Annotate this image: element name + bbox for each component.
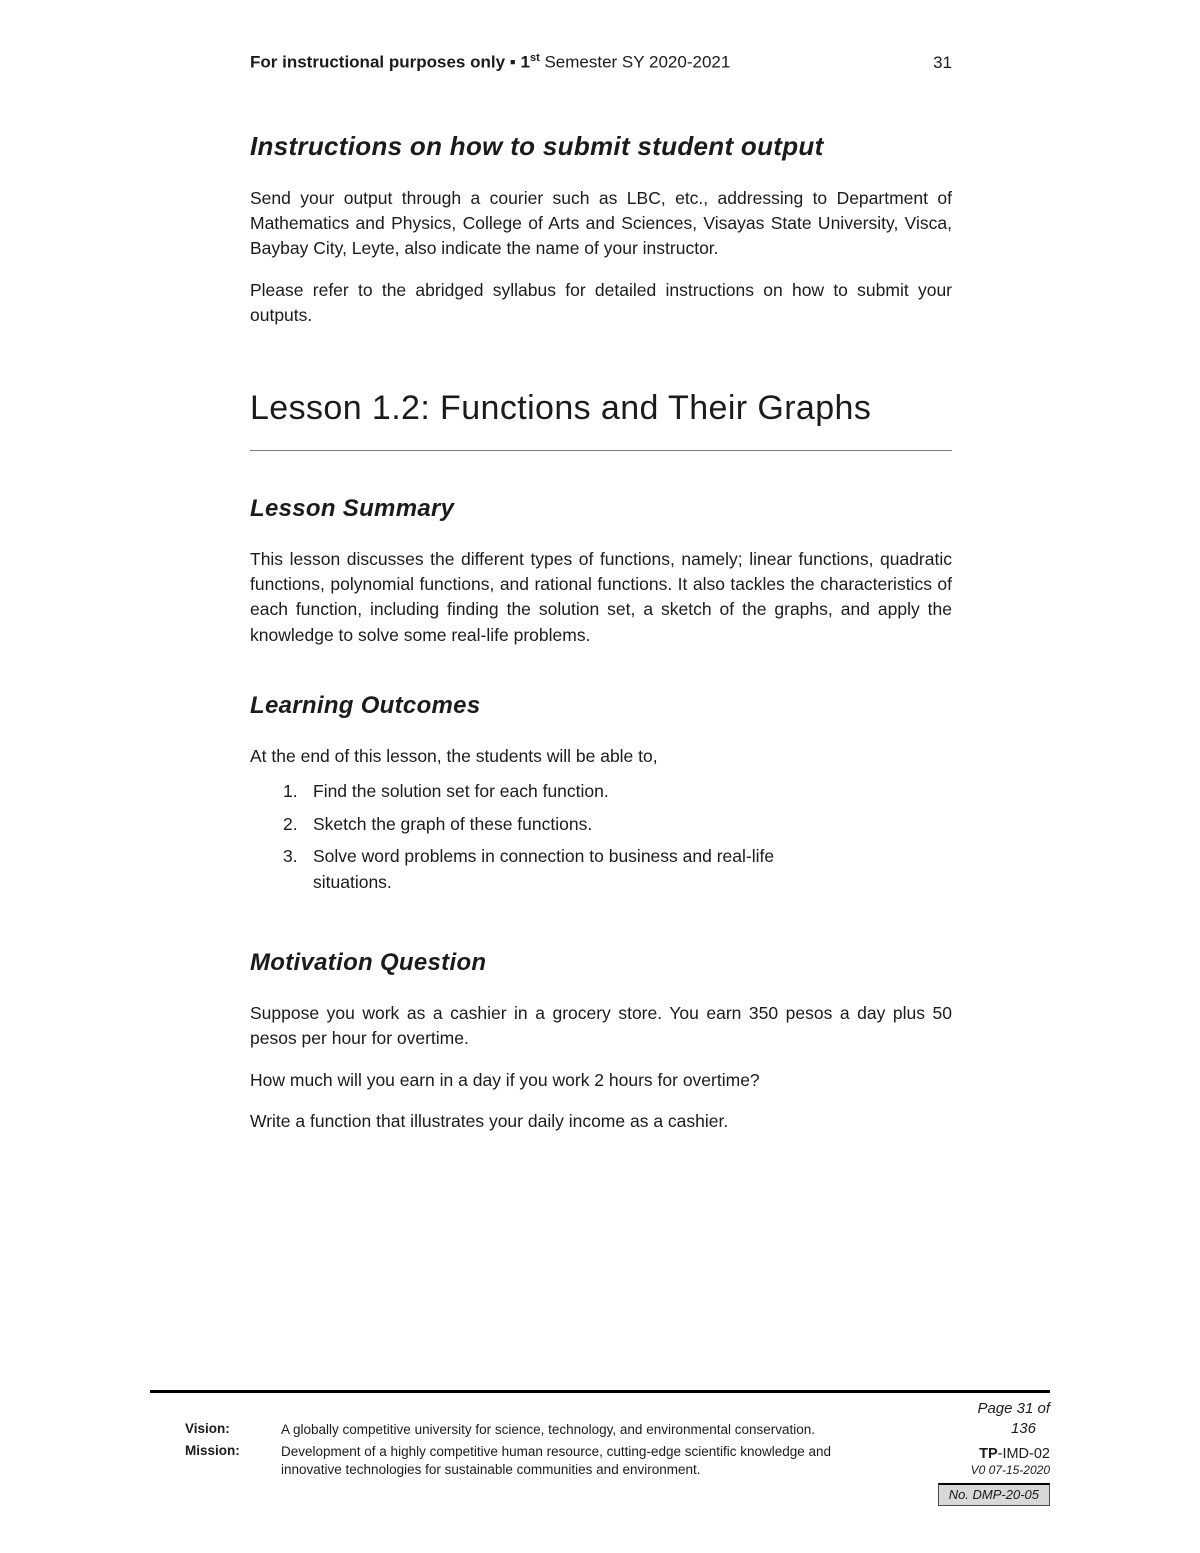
footer-document-number-box: No. DMP-20-05 <box>938 1483 1050 1506</box>
header-title <box>250 52 730 73</box>
header-title-rest: Semester SY 2020-2021 <box>539 52 731 72</box>
list-item <box>250 844 952 895</box>
list-item-text: Solve word problems in connection to business and real-life situations. <box>313 846 775 892</box>
page-footer <box>150 1390 1050 1502</box>
lesson-title: Lesson 1.2: Functions and Their Graphs <box>250 388 872 427</box>
footer-version: V0 07-15-2020 <box>970 1462 1050 1477</box>
header-title-bold: For instructional purposes only ▪ 1 <box>250 52 530 72</box>
list-item-text: Find the solution set for each function. <box>313 781 609 802</box>
page-header <box>250 52 952 73</box>
footer-page-info-line2: 136 <box>1010 1420 1036 1438</box>
mission-text: Development of a highly competitive human resource, cutting-edge scientific knowledge and innovative technologies for sustainable communities and environment. <box>281 1444 832 1478</box>
instructions-paragraph-2: Please refer to the abridged syllabus for detailed instructions on how to submit your outputs. <box>250 279 952 326</box>
footer-body <box>150 1393 1050 1502</box>
motivation-paragraph-3: Write a function that illustrates your daily income as a cashier. <box>250 1111 729 1132</box>
learning-outcomes-title: Learning Outcomes <box>250 692 481 720</box>
vision-label: Vision: <box>185 1421 230 1436</box>
footer-document-code-bold: TP <box>979 1445 998 1462</box>
instructions-title: Instructions on how to submit student output <box>250 130 824 161</box>
header-title-superscript: st <box>529 52 540 64</box>
footer-document-code-rest: -IMD-02 <box>997 1445 1050 1462</box>
footer-document-code <box>850 1446 1050 1462</box>
motivation-paragraph-1: Suppose you work as a cashier in a grocery store. You earn 350 pesos a day plus 50 pesos per hour for overtime. <box>250 1002 952 1049</box>
motivation-question-title: Motivation Question <box>250 948 487 976</box>
instructions-paragraph-1: Send your output through a courier such as LBC, etc., addressing to Department of Mathematics and Physics, College of Arts and Sciences, Visayas State University, Visca, Baybay City, Leyte, also indicate the name of your instructor. <box>250 187 952 259</box>
list-item-text: Sketch the graph of these functions. <box>313 813 593 834</box>
list-item-number: 2. <box>283 813 298 834</box>
footer-page-info <box>850 1399 1050 1440</box>
lesson-summary-paragraph: This lesson discusses the different types of functions, namely; linear functions, quadratic functions, polynomial functions, and rational functions. It also tackles the characteristics of each function, including finding the solution set, a sketch of the graphs, and apply the knowledge to solve some real-life problems. <box>250 548 952 645</box>
learning-outcomes-intro: At the end of this lesson, the students will be able to, <box>250 746 658 767</box>
mission-label: Mission: <box>185 1443 240 1459</box>
list-item <box>250 812 952 837</box>
footer-document-info <box>850 1399 1050 1506</box>
motivation-paragraph-2: How much will you earn in a day if you work 2 hours for overtime? <box>250 1069 760 1090</box>
mission-row <box>185 1443 835 1479</box>
footer-vision-mission <box>185 1421 835 1480</box>
lesson-title-divider <box>250 450 952 451</box>
header-page-number: 31 <box>933 52 952 72</box>
learning-outcomes-list <box>250 779 952 895</box>
list-item-number: 3. <box>283 846 298 867</box>
vision-row <box>185 1421 835 1439</box>
list-item-number: 1. <box>283 781 298 802</box>
lesson-summary-title: Lesson Summary <box>250 494 455 522</box>
vision-text: A globally competitive university for science, technology, and environmental conservation. <box>281 1422 816 1437</box>
footer-page-info-line1: Page 31 of <box>977 1400 1050 1417</box>
list-item <box>250 779 952 804</box>
